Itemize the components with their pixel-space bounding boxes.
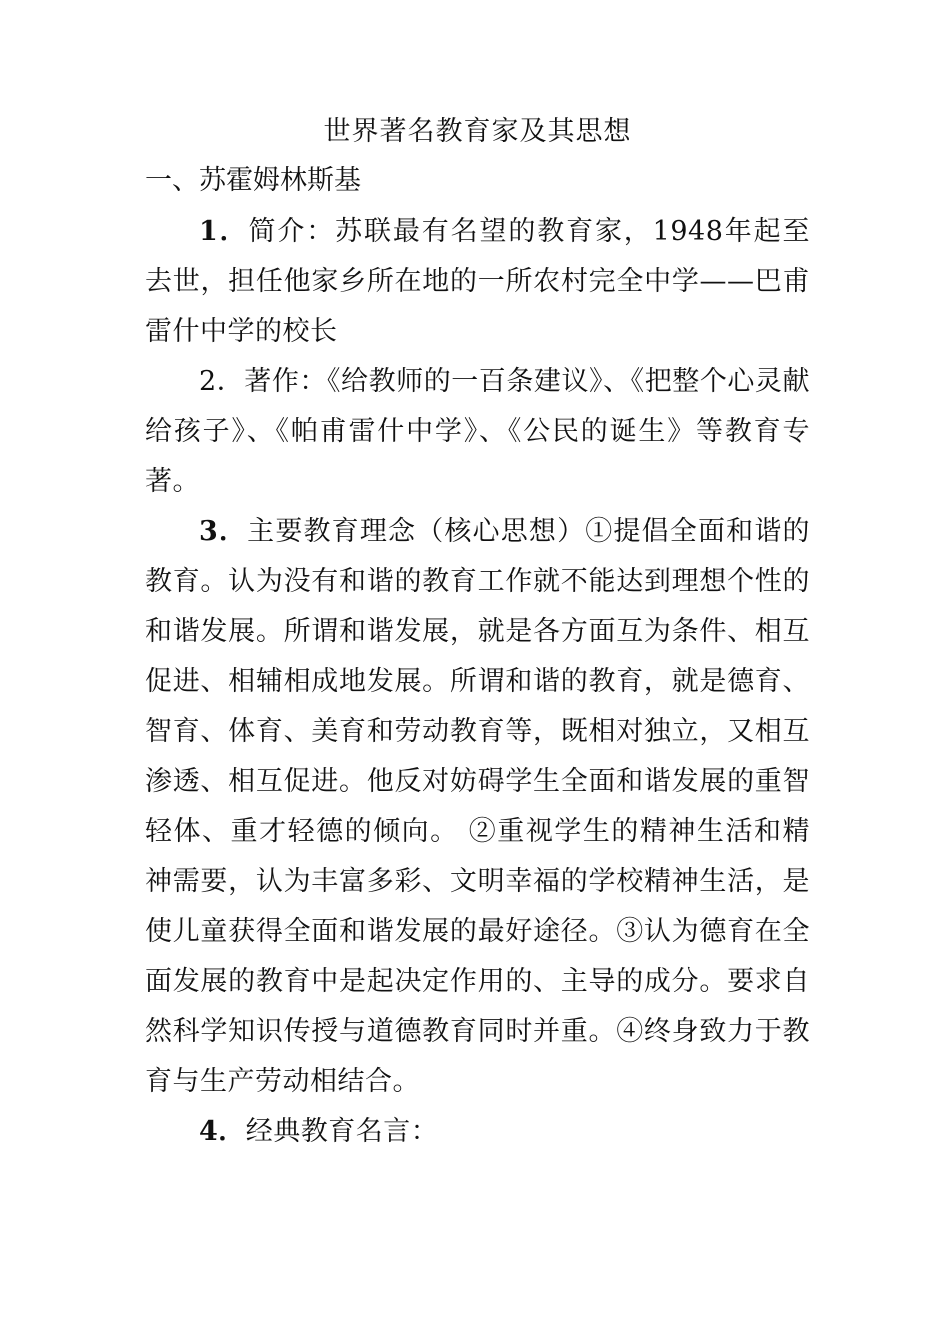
item-ideas xyxy=(145,507,810,1107)
item-quotes xyxy=(145,1107,810,1157)
item-number: 1． xyxy=(199,216,249,247)
item-text: 简介：苏联最有名望的教育家，1948年起至去世，担任他家乡所在地的一所农村完全中学——巴甫雷什中学的校长 xyxy=(145,216,810,347)
item-number: 2． xyxy=(199,366,245,397)
document-page xyxy=(145,112,810,1157)
document-title: 世界著名教育家及其思想 xyxy=(323,116,632,147)
item-works xyxy=(145,357,810,507)
item-number: 4． xyxy=(199,1116,246,1147)
item-text: 主要教育理念（核心思想）①提倡全面和谐的教育。认为没有和谐的教育工作就不能达到理想个性的和谐发展。所谓和谐发展，就是各方面互为条件、相互促进、相辅相成地发展。所谓和谐的教育，就是德育、智育、体育、美育和劳动教育等，既相对独立，又相互渗透、相互促进。他反对妨碍学生全面和谐发展的重智轻体、重才轻德的倾向。 ②重视学生的精神生活和精神需要，认为丰富多彩、文明幸福的学校精神生活，是使儿童获得全面和谐发展的最好途径。③认为德育在全面发展的教育中是起决定作用的、主导的成分。要求自然科学知识传授与道德教育同时并重。④终身致力于教育与生产劳动相结合。 xyxy=(145,516,810,1097)
section-heading: 一、苏霍姆林斯基 xyxy=(145,165,361,196)
item-text: 著作：《给教师的一百条建议》、《把整个心灵献给孩子》、《帕甫雷什中学》、《公民的诞生》等教育专著。 xyxy=(145,366,810,497)
item-number: 3． xyxy=(199,516,248,547)
item-intro xyxy=(145,207,810,357)
item-text: 经典教育名言： xyxy=(245,1116,439,1147)
